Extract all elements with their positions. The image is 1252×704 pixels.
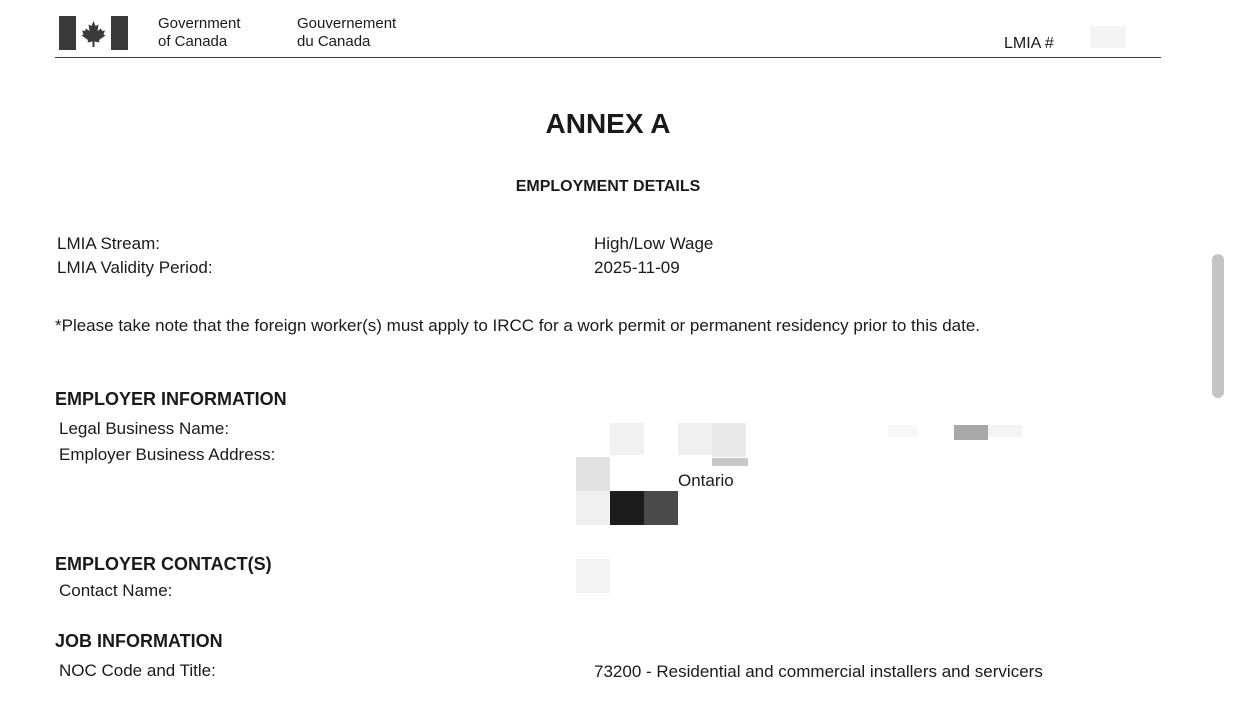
redacted-address [712,458,748,466]
redacted-address [644,491,678,525]
gov-fr-line2: du Canada [297,33,371,50]
employment-details-title: EMPLOYMENT DETAILS [515,178,701,195]
lmia-validity-value: 2025-11-09 [594,258,680,277]
redacted-address [576,491,610,525]
lmia-number-redacted [1090,26,1126,48]
redacted-business-name [712,423,746,457]
redacted-address [610,491,644,525]
canada-flag-icon [59,16,128,50]
redacted-address [576,457,610,491]
government-of-canada-french [297,15,396,51]
lmia-stream-value: High/Low Wage [594,234,714,253]
redacted-business-name [888,425,918,437]
header-divider [55,57,1161,58]
employer-information-heading: EMPLOYER INFORMATION [55,389,287,409]
permit-deadline-note: *Please take note that the foreign worker(s) must apply to IRCC for a work permit or permanent residency prior to this date. [55,316,981,335]
lmia-stream-label: LMIA Stream: [57,234,160,253]
gov-en-line2: of Canada [158,33,228,50]
job-information-heading: JOB INFORMATION [55,631,223,651]
annex-title: ANNEX A [545,108,671,139]
vertical-scrollbar-thumb[interactable] [1212,254,1224,398]
lmia-validity-label: LMIA Validity Period: [57,258,213,277]
employer-address-label: Employer Business Address: [59,445,276,464]
noc-code-value: 73200 - Residential and commercial installers and servicers [594,662,1043,681]
employer-contacts-heading: EMPLOYER CONTACT(S) [55,554,272,574]
address-province: Ontario [678,471,734,490]
contact-name-label: Contact Name: [59,581,173,600]
government-of-canada-english [158,15,241,51]
lmia-number-label: LMIA # [1004,35,1054,52]
redacted-business-name [954,425,988,440]
redacted-business-name [988,425,1022,437]
redacted-contact-name [576,559,610,593]
legal-business-name-label: Legal Business Name: [59,419,230,438]
gov-fr-line1: Gouvernement [297,15,397,32]
redacted-business-name [610,423,644,455]
noc-code-label: NOC Code and Title: [59,661,216,680]
gov-en-line1: Government [158,15,241,32]
